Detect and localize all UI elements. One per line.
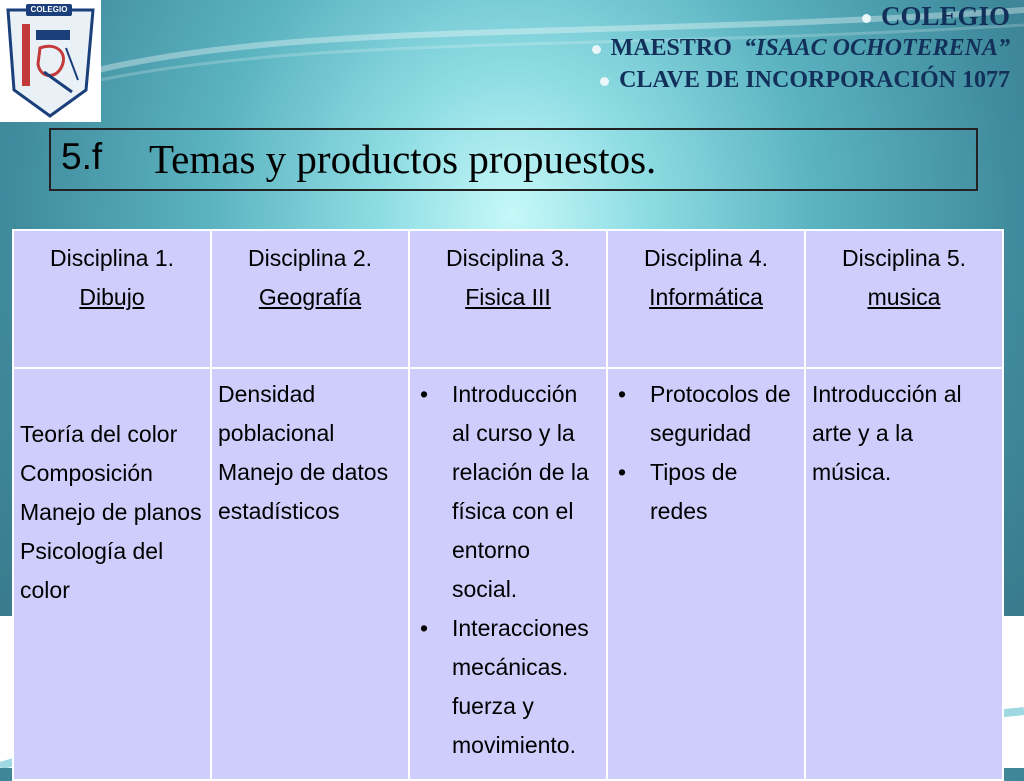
header-cell: Disciplina 4. Informática	[607, 230, 805, 368]
header-cell: Disciplina 1. Dibujo	[13, 230, 211, 368]
list-item: • Interacciones mecánicas. fuerza y movimiento.	[416, 609, 600, 765]
topics-cell-musica: Introducción al arte y a la música.	[805, 368, 1003, 780]
disciplines-table	[12, 229, 1004, 781]
header-line-maestro: MAESTRO “ISAAC OCHOTERENA”	[592, 32, 1010, 64]
logo-label: COLEGIO	[26, 4, 72, 16]
list-item: • Protocolos de seguridad	[614, 375, 798, 453]
topics-cell-dibujo: Teoría del color Composición Manejo de planos Psicología del color	[13, 368, 211, 780]
list-item: • Tipos de redes	[614, 453, 798, 531]
list-item: • Introducción al curso y la relación de la física con el entorno social.	[416, 375, 600, 609]
bullet-icon	[862, 14, 871, 23]
header-cell: Disciplina 5. musica	[805, 230, 1003, 368]
slide-title: Temas y productos propuestos.	[149, 136, 657, 182]
shield-icon	[0, 0, 101, 122]
section-number: 5.f	[61, 136, 103, 177]
bullet-icon	[592, 45, 601, 54]
header-line-clave: CLAVE DE INCORPORACIÓN 1077	[592, 64, 1010, 96]
school-logo	[0, 0, 101, 122]
topics-cell-fisica	[409, 368, 607, 780]
topics-cell-geografia: Densidad poblacional Manejo de datos estadísticos	[211, 368, 409, 780]
bullet-icon	[600, 77, 609, 86]
header-line-colegio: COLEGIO	[592, 0, 1010, 32]
institution-header	[592, 0, 1010, 96]
slide-title-box	[49, 128, 978, 191]
table-row	[13, 368, 1003, 780]
header-cell: Disciplina 2. Geografía	[211, 230, 409, 368]
topics-cell-informatica	[607, 368, 805, 780]
table-header-row	[13, 230, 1003, 368]
header-cell: Disciplina 3. Fisica III	[409, 230, 607, 368]
